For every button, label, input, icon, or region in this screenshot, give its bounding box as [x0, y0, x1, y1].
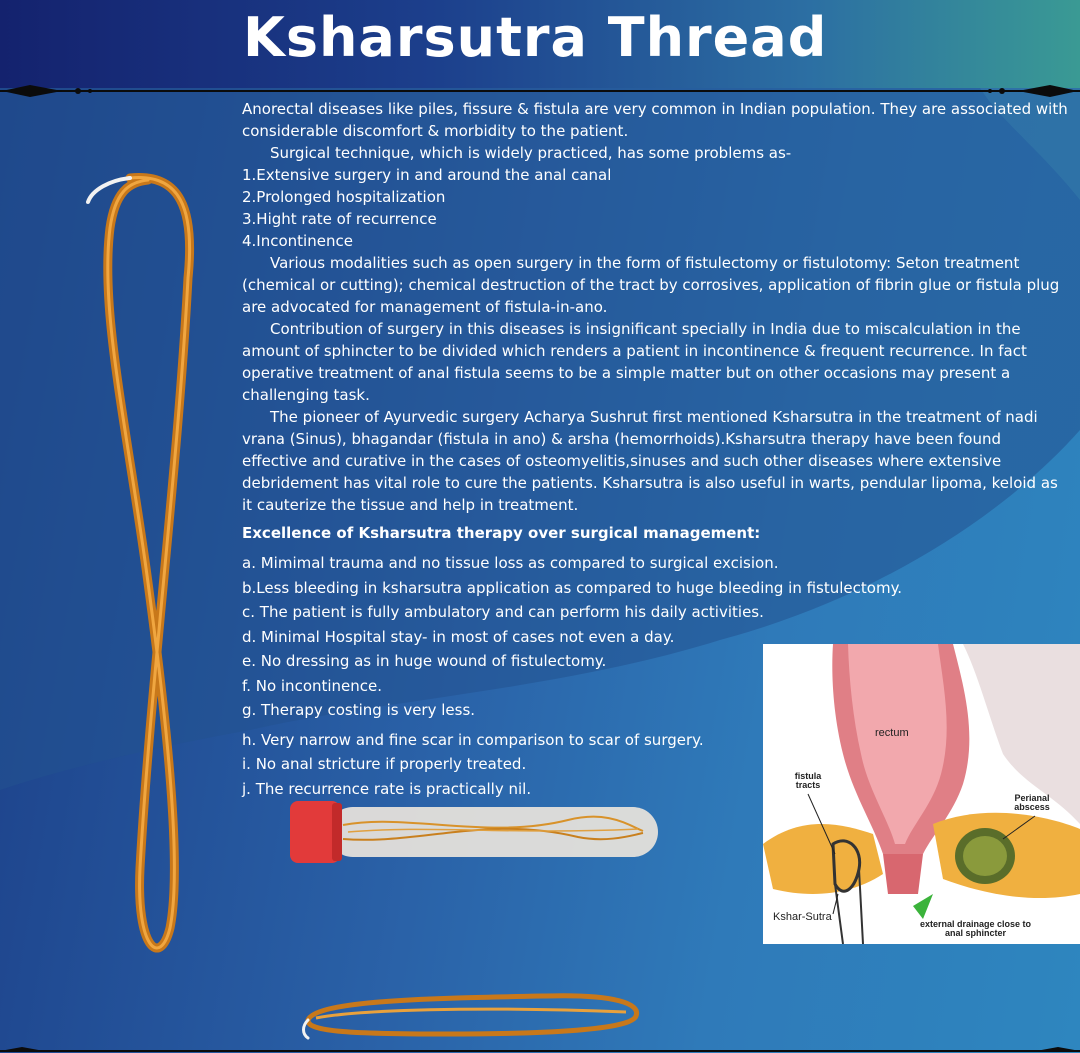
label-fistula-tracts: fistula tracts	[794, 771, 822, 790]
list-item: j. The recurrence rate is practically nil.	[242, 779, 532, 798]
list-item: c. The patient is fully ambulatory and can perform his daily activities.	[242, 603, 764, 621]
problem-item: 2.Prolonged hospitalization	[242, 188, 446, 206]
problem-item: 3.Hight rate of recurrence	[242, 210, 437, 228]
bottom-divider	[0, 1041, 1080, 1053]
list-item: i. No anal stricture if properly treated.	[242, 755, 527, 773]
list-item: h. Very narrow and fine scar in comparison to scar of surgery.	[242, 730, 704, 749]
pioneer-paragraph: The pioneer of Ayurvedic surgery Acharya Sushrut first mentioned Ksharsutra in the treatment of nadi vrana (Sinus), bhagandar (fistula in ano) & arsha (hemorrhoids).Ksharsutra therapy have been found effective and curative in the cases of osteomyelitis,sinuses and such other diseases where extensive debridement has vital role to cure the patients. Ksharsutra is also useful in warts, pendular lipoma, keloid as it cauterize the tissue and help in treatment.	[242, 408, 1058, 514]
list-item: e. No dressing as in huge wound of fistulectomy.	[242, 652, 607, 670]
surgical-problems-intro: Surgical technique, which is widely practiced, has some problems as-	[270, 144, 792, 162]
problem-item: 1.Extensive surgery in and around the anal canal	[242, 166, 612, 184]
modalities-paragraph: Various modalities such as open surgery in the form of fistulectomy or fistulotomy: Seton treatment (chemical or cutting); chemical destruction of the tract by corrosives, application of fibrin glue or fistula plug are advocated for management of fistula-in-ano.	[242, 254, 1060, 316]
list-item: d. Minimal Hospital stay- in most of cases not even a day.	[242, 627, 675, 646]
page-title: Ksharsutra Thread	[243, 6, 828, 69]
problem-item: 4.Incontinence	[242, 232, 353, 250]
label-perianal-abscess: Perianal abscess	[1014, 793, 1050, 812]
label-kshar-sutra: Kshar-Sutra	[773, 911, 832, 923]
label-rectum: rectum	[875, 727, 909, 739]
thread-coil-image	[296, 990, 646, 1042]
contribution-paragraph: Contribution of surgery in this diseases is insignificant specially in India due to miscalculation in the amount of sphincter to be divided which renders a patient in incontinence & frequent recurrence. In fact operative treatment of anal fistula seems to be a simple matter but on other occasions may present a challenging task.	[242, 320, 1027, 404]
intro-paragraph: Anorectal diseases like piles, fissure & fistula are very common in Indian population. They are associated with considerable discomfort & morbidity to the patient.	[242, 100, 1068, 140]
list-item: g. Therapy costing is very less.	[242, 701, 476, 719]
label-external-drainage: external drainage close to anal sphincter	[919, 919, 1032, 938]
list-item: a. Mimimal trauma and no tissue loss as compared to surgical excision.	[242, 554, 779, 572]
thread-loop-image	[70, 168, 210, 978]
excellence-heading: Excellence of Ksharsutra therapy over surgical management:	[242, 524, 761, 542]
anatomy-diagram	[763, 644, 1080, 944]
test-tube-image	[288, 795, 663, 867]
list-item: b.Less bleeding in ksharsutra application as compared to huge bleeding in fistulectomy.	[242, 578, 903, 597]
list-item: f. No incontinence.	[242, 676, 383, 695]
